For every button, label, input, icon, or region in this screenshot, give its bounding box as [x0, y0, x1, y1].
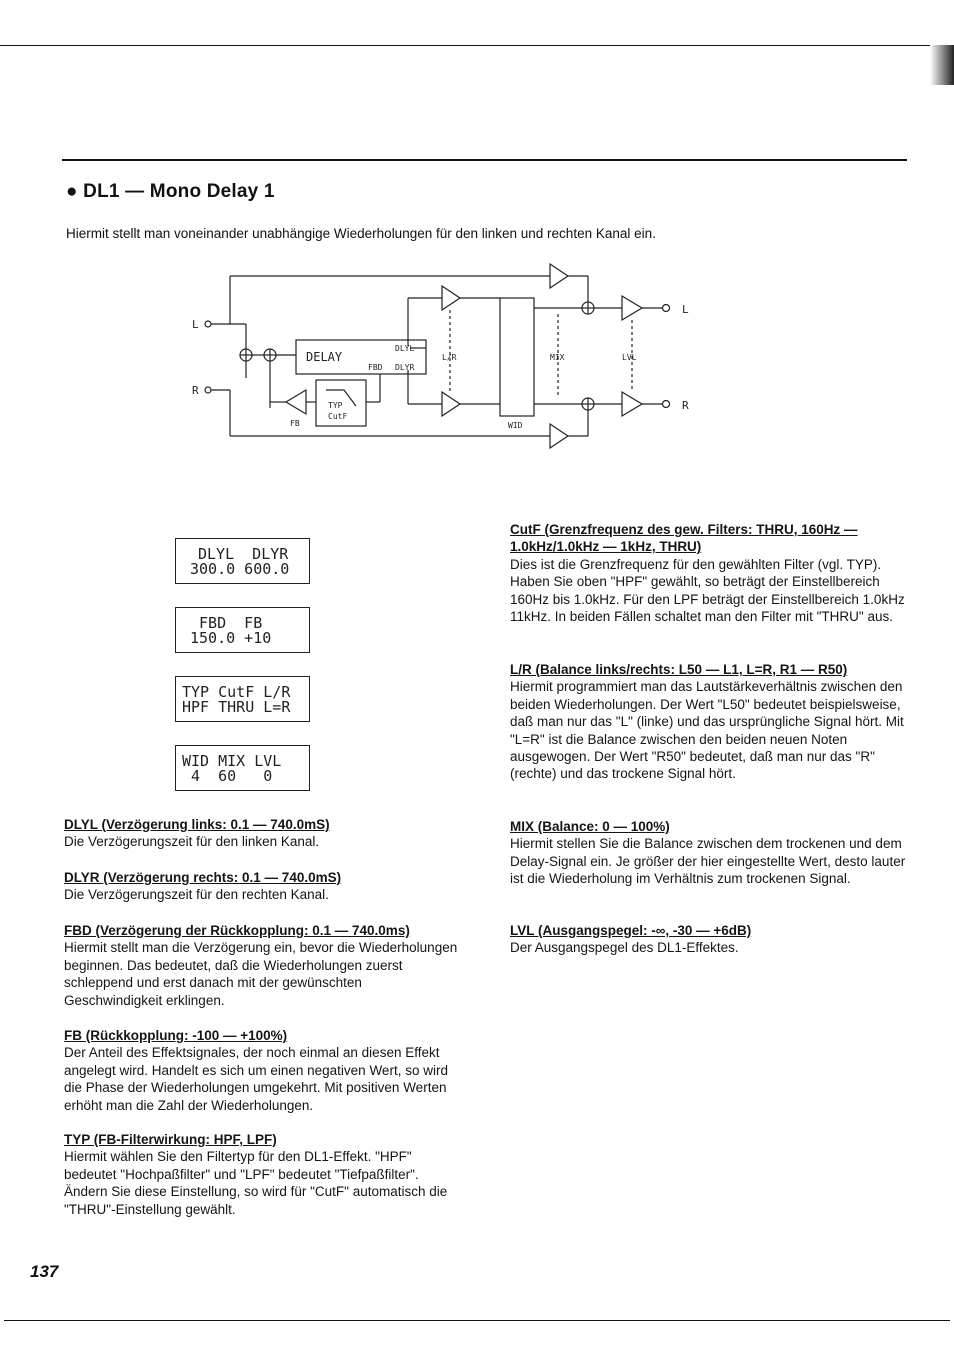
- cutf-label: CutF: [328, 412, 348, 421]
- lcd-line-1: WID MIX LVL: [182, 752, 282, 770]
- lcd-line-1: DLYL DLYR: [198, 545, 289, 563]
- input-r-label: R: [192, 384, 199, 397]
- param-heading: FBD (Verzögerung der Rückkopplung: 0.1 — 740.0ms): [64, 923, 410, 938]
- dlyr-label: DLYR: [395, 363, 415, 372]
- param-mix: [510, 818, 910, 888]
- param-lr: [510, 661, 910, 783]
- param-heading: LVL (Ausgangspegel: -∞, -30 — +6dB): [510, 923, 752, 938]
- fb-label: FB: [290, 419, 300, 428]
- lcd-line-1: TYP CutF L/R: [182, 683, 291, 701]
- param-cutf: [510, 521, 910, 625]
- lcd-screen-output: [175, 745, 310, 791]
- output-l-label: L: [682, 303, 689, 316]
- delay-label: DELAY: [306, 350, 343, 364]
- top-rule: [0, 45, 930, 46]
- param-description: Hiermit wählen Sie den Filtertyp für den DL1-Effekt. "HPF" bedeutet "Hochpaßfilter" und "LPF" bedeutet "Tiefpaßfilter". Ändern Sie diese Einstellung, so wird für "CutF" automatisch die "THRU"-Einstellung gewählt.: [64, 1149, 448, 1217]
- lvl-label: LVL: [622, 353, 637, 362]
- param-dlyr: [64, 869, 464, 904]
- lcd-line-2: 300.0 600.0: [190, 560, 290, 578]
- lcd-screen-feedback: [175, 607, 310, 653]
- wid-label: WID: [508, 421, 523, 430]
- fbd-label: FBD: [368, 363, 383, 372]
- param-heading: FB (Rückkopplung: -100 — +100%): [64, 1028, 288, 1043]
- lcd-screen-filter: [175, 676, 310, 722]
- section-title: ● DL1 — Mono Delay 1: [66, 181, 275, 202]
- param-heading: CutF (Grenzfrequenz des gew. Filters: THRU, 160Hz — 1.0kHz/1.0kHz — 1kHz, THRU): [510, 522, 858, 555]
- param-description: Hiermit stellt man die Verzögerung ein, bevor die Wiederholungen beginnen. Das bedeutet, daß die Wiederholungen zuerst schleppend und erst danach mit der gewünschten Geschwindigkeit erklingen.: [64, 940, 458, 1008]
- signal-flow-diagram: [180, 258, 720, 458]
- param-heading: TYP (FB-Filterwirkung: HPF, LPF): [64, 1132, 277, 1147]
- section-intro: Hiermit stellt man voneinander unabhängige Wiederholungen für den linken und rechten Kanal ein.: [66, 226, 656, 241]
- param-fbd: [64, 922, 459, 1009]
- lcd-screen-delay: [175, 538, 310, 584]
- param-description: Hiermit stellen Sie die Balance zwischen dem trockenen und dem Delay-Signal ein. Je größer der hier eingestellte Wert, desto lauter ist die Wiederholung im Verhältnis zum trockenen Signal.: [510, 836, 906, 887]
- param-lvl: [510, 922, 910, 957]
- section-rule: [62, 159, 907, 161]
- lcd-line-2: 4 60 0: [182, 767, 273, 785]
- input-l-label: L: [192, 318, 199, 331]
- lcd-line-2: 150.0 +10: [190, 629, 272, 647]
- param-typ: [64, 1131, 459, 1218]
- param-fb: [64, 1027, 459, 1114]
- bottom-rule: [4, 1320, 950, 1321]
- dlyl-label: DLYL: [395, 344, 415, 353]
- param-description: Dies ist die Grenzfrequenz für den gewählten Filter (vgl. TYP). Haben Sie oben "HPF" gewählt, so beträgt der Einstellbereich 160Hz bis 1.0kHz. Für den LPF beträgt der Einstellbereich 1.0kHz 11kHz. In beiden Fällen schaltet man den Filter mit "THRU" aus.: [510, 556, 905, 625]
- lcd-line-2: HPF THRU L=R: [182, 698, 291, 716]
- param-heading: DLYL (Verzögerung links: 0.1 — 740.0mS): [64, 817, 330, 832]
- page-edge-shadow: [930, 45, 954, 85]
- param-heading: DLYR (Verzögerung rechts: 0.1 — 740.0mS): [64, 870, 342, 885]
- param-heading: MIX (Balance: 0 — 100%): [510, 819, 670, 834]
- page-number: 137: [30, 1262, 59, 1281]
- param-description: Die Verzögerungszeit für den linken Kanal.: [64, 834, 320, 850]
- lcd-line-1: FBD FB: [190, 614, 263, 632]
- lr-label: L/R: [442, 353, 457, 362]
- param-description: Der Ausgangspegel des DL1-Effektes.: [510, 940, 739, 956]
- typ-label: TYP: [328, 401, 343, 410]
- output-r-label: R: [682, 399, 689, 412]
- mix-label: MIX: [550, 353, 565, 362]
- param-description: Der Anteil des Effektsignales, der noch einmal an diesen Effekt angelegt wird. Handelt es sich um einen negativen Wert, so wird die Phase der Wiederholungen umgekehrt. Mit positiven Werten erhöht man die Zahl der Wiederholungen.: [64, 1045, 448, 1113]
- param-dlyl: [64, 816, 464, 851]
- param-description: Die Verzögerungszeit für den rechten Kanal.: [64, 887, 329, 903]
- param-heading: L/R (Balance links/rechts: L50 — L1, L=R, R1 — R50): [510, 662, 848, 677]
- param-description: Hiermit programmiert man das Lautstärkeverhältnis zwischen den beiden Wiederholungen. Der Wert "L50" bedeutet beispielsweise, daß man nur das "L" (linke) und das ursprüngliche Signal hört. Mit "L=R" ist die Balance zwischen den beiden neuen Noten ausgewogen. Der Wert "R50" bedeutet, daß man nur das "R" (rechte) und das trockene Signal hört.: [510, 679, 904, 782]
